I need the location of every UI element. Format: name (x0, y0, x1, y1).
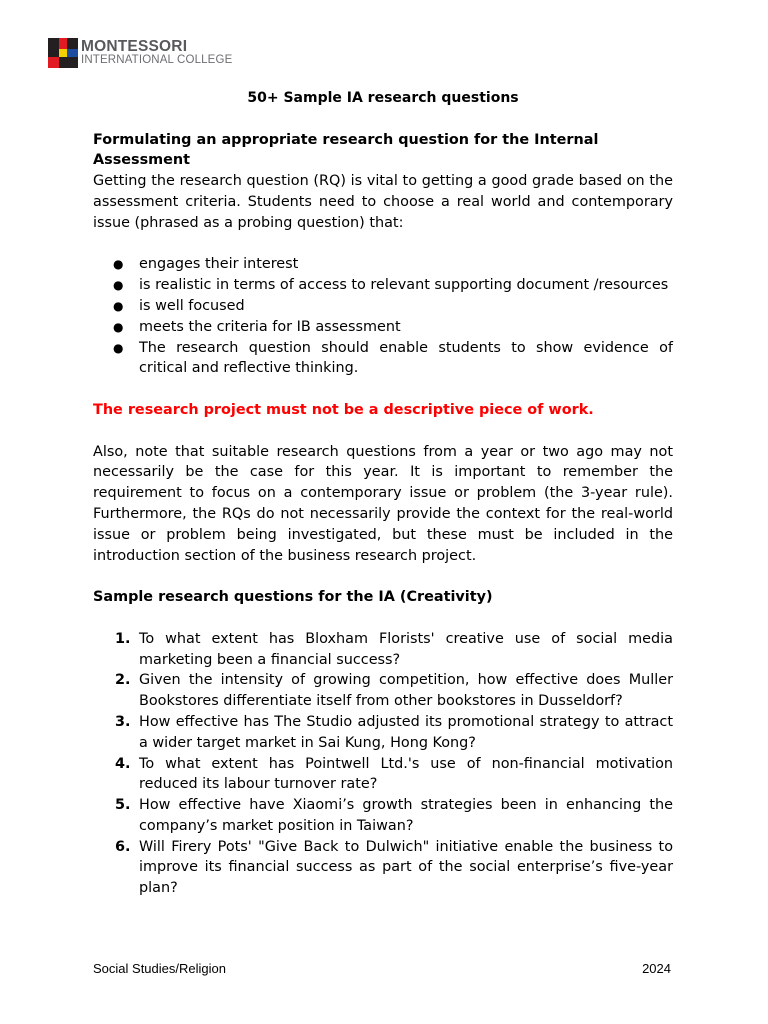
list-item: 5. How effective have Xiaomi’s growth strategies been in enhancing the company’s market position in Taiwan? (115, 797, 673, 834)
footer-subject: Social Studies/Religion (93, 961, 226, 976)
list-item: 2. Given the intensity of growing competition, how effective does Muller Bookstores differentiate itself from other bookstores in Dusseldorf? (115, 672, 673, 710)
list-item: 3. How effective has The Studio adjusted its promotional strategy to attract a wider target market in Sai Kung, Hong Kong? (115, 713, 673, 751)
intro-paragraph: Getting the research question (RQ) is vital to getting a good grade based on the assessment criteria. Students need to choose a real world and contemporary issue (phrased as a probing question) that: (93, 173, 673, 231)
list-item: 6. Will Firery Pots' "Give Back to Dulwich" initiative enable the business to improve its financial success as part of the social enterprise’s five-year plan? (115, 838, 673, 897)
bullet-icon: ● (113, 298, 124, 313)
bullet-icon: ● (113, 340, 124, 355)
document-title: 50+ Sample IA research questions (247, 90, 519, 106)
list-item: ● meets the criteria for IB assessment (93, 317, 673, 338)
bullet-icon: ● (113, 319, 124, 334)
footer-year: 2024 (642, 961, 671, 976)
list-item: ● The research question should enable students to show evidence of critical and reflective thinking. (113, 339, 673, 377)
list-item: ● is well focused (93, 296, 673, 317)
list-item: 1. To what extent has Bloxham Florists' creative use of social media marketing been a financial success? (115, 630, 673, 668)
logo-subtitle: INTERNATIONAL COLLEGE (81, 54, 233, 66)
list-item: 4. To what extent has Pointwell Ltd.'s use of non-financial motivation reduced its labour turnover rate? (115, 755, 673, 793)
sample-questions-list (93, 629, 673, 899)
logo-name: MONTESSORI (81, 38, 188, 55)
section-heading-sample-questions: Sample research questions for the IA (Creativity) (93, 589, 493, 606)
section-heading-formulating: Formulating an appropriate research question for the Internal Assessment (93, 131, 599, 169)
logo-mark-icon (48, 38, 78, 68)
criteria-list (93, 254, 673, 379)
warning-text: The research project must not be a descriptive piece of work. (93, 401, 594, 418)
list-item: ● is realistic in terms of access to relevant supporting document /resources (93, 275, 673, 296)
bullet-icon: ● (113, 257, 124, 272)
list-item: ● engages their interest (93, 254, 673, 275)
bullet-icon: ● (113, 278, 124, 293)
note-paragraph: Also, note that suitable research questions from a year or two ago may not necessarily be the case for this year. It is important to remember the requirement to focus on a contemporary issue or problem (the 3-year rule). Furthermore, the RQs do not necessarily provide the context for the real-world issue or problem being investigated, but these must be included in the introduction section of the business research project. (93, 443, 673, 564)
document-body (93, 88, 673, 899)
